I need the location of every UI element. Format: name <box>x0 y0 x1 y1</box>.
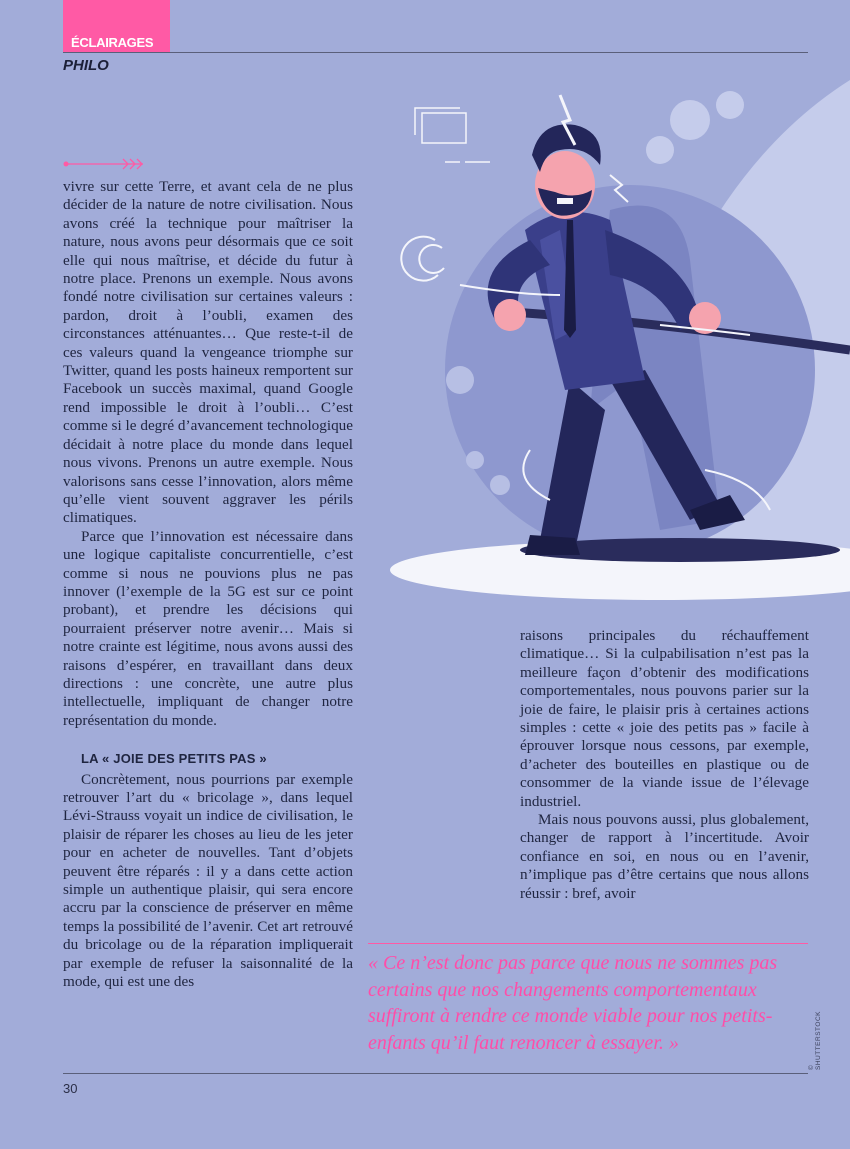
article-column-left <box>63 178 353 991</box>
article-column-right <box>520 627 809 903</box>
paragraph: Concrètement, nous pourrions par exemple retrouver l’art du « bricolage », dans lequel Lévi-Strauss voyait un indice de civilisation, le plaisir de réparer les choses au lieu de les jeter pour en acheter de nouvelles. Tant d’objets peuvent être réparés : il y a dans cette action simple un authentique plaisir, qui sera encore accru par la conscience de préserver en même temps la possibilité de l’avenir. Cet art retrouvé du bricolage ou de la réparation impliquerait par exemple de refuser la saisonnalité de la mode, qui est une des <box>63 770 353 991</box>
section-label: ÉCLAIRAGES <box>71 35 154 50</box>
paragraph: raisons principales du réchauffement climatique… Si la culpabilisation n’est pas la meilleure façon d’obtenir des modifications comportementales, nous pouvons parier sur la joie de faire, le plaisir pris à certaines actions simples : cette « joie des petits pas » facile à éprouver lorsque nous cessons, par exemple, d’acheter des bouteilles en plastique ou de consommer de la viande issue de l’élevage industriel. <box>520 627 809 810</box>
man-pulling-rope-illustration <box>360 80 850 600</box>
paragraph: vivre sur cette Terre, et avant cela de ne plus décider de la nature de notre civilisation. Nous avons créé la technique pour maîtriser la nature, nous avons peur désormais que ce soit elle qui nous maîtrise, et décide du futur à notre place. Prenons un exemple. Nous avons fondé notre civilisation sur certaines valeurs : pardon, droit à l’oubli, examen des circonstances atténuantes… Que reste-t-il de ces valeurs quand la vengeance triomphe sur Twitter, quand les posts haineux remportent sur Facebook un succès maximal, quand Google rend impossible le droit à l’oubli… C’est comme si le degré d’avancement technologique décidait à notre place du monde dans lequel nous vivons. Prenons un autre exemple. Nous valorisons sans cesse l’innovation, alors même qu’elle vient souvent aggraver les périls climatiques. <box>63 178 353 527</box>
rubric-label: PHILO <box>63 57 109 74</box>
header-rule <box>63 52 808 53</box>
paragraph: Parce que l’innovation est nécessaire dans une logique capitaliste concurrentielle, c’est comme si nous ne pouvions plus ne pas innover (l’exemple de la 5G est sur ce point probant), et prendre les décisions qui pourraient préserver notre avenir… Mais si notre crainte est légitime, nous avons aussi des raisons d’espérer, en travaillant dans deux directions : une concrète, une autre plus intellectuelle, impliquant de changer notre représentation du monde. <box>63 527 353 729</box>
footer-rule <box>63 1073 808 1074</box>
pullquote: « Ce n’est donc pas parce que nous ne sommes pas certains que nos changements comportementaux suffiront à rendre ce monde viable pour nos petits-enfants qu’il faut renoncer à essayer. » <box>368 952 778 1054</box>
pullquote-rule <box>368 943 808 944</box>
section-subheading: LA « JOIE DES PETITS PAS » <box>81 751 267 767</box>
page-number: 30 <box>63 1081 78 1096</box>
photo-credit: © SHUTTERSTOCK <box>808 1011 822 1070</box>
paragraph: Mais nous pouvons aussi, plus globalement, changer de rapport à l’incertitude. Avoir confiance en soi, en nous ou en l’avenir, n’implique pas d’être certains que nous allons réussir : bref, avoir <box>520 811 809 902</box>
section-tag <box>63 0 170 52</box>
arrow-decoration-icon <box>63 156 148 172</box>
